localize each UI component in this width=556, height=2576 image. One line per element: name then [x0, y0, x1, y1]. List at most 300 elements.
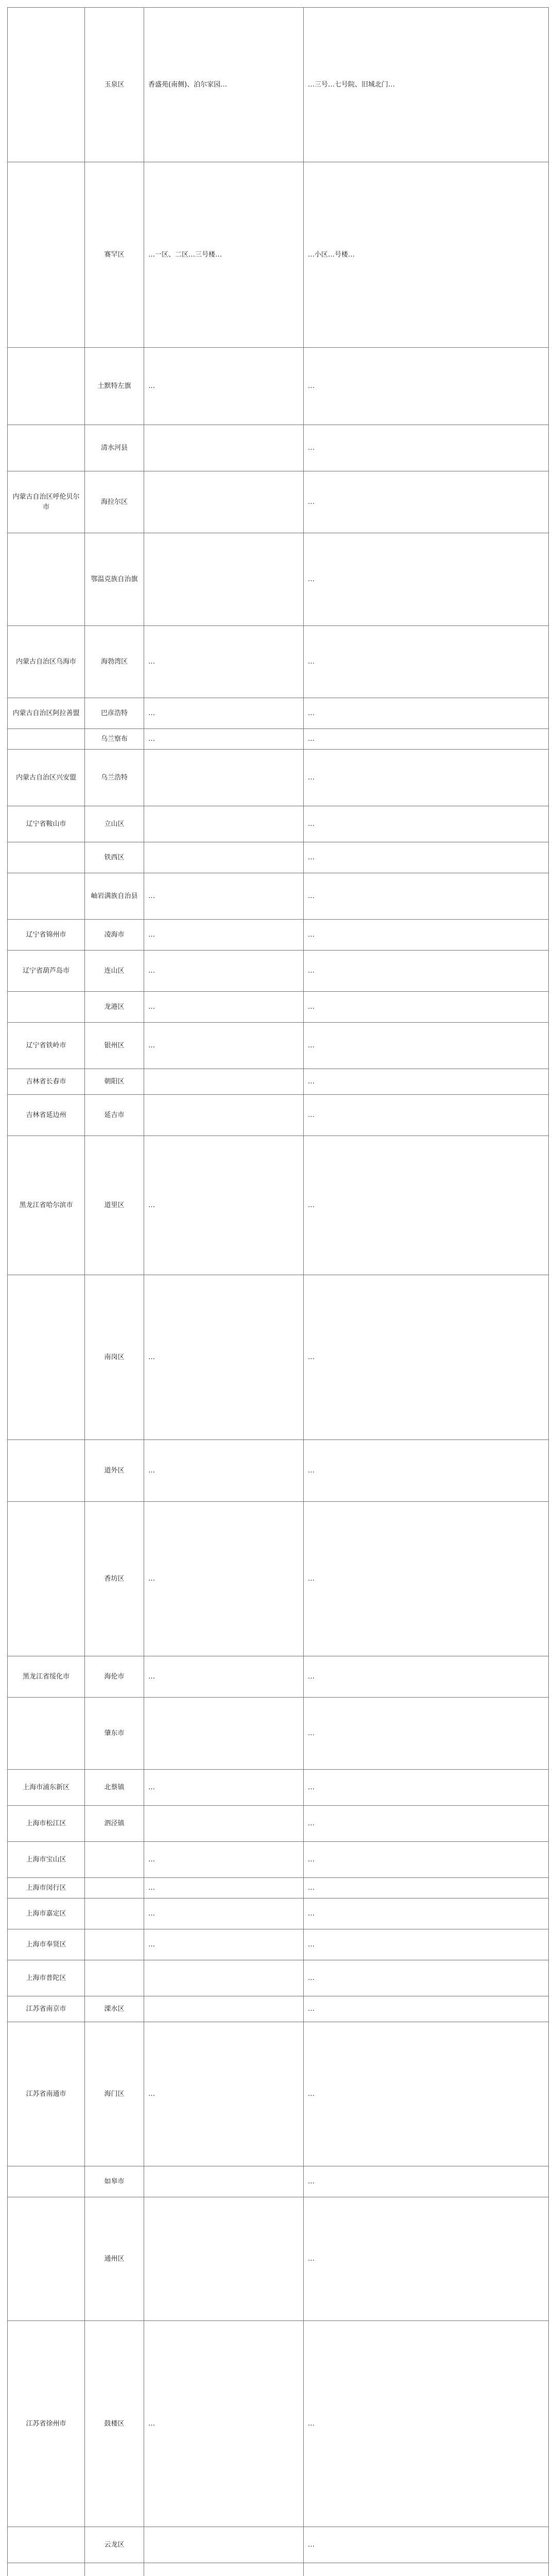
province-cell	[8, 1136, 85, 1275]
province-cell	[8, 729, 85, 750]
area-list-b-cell	[304, 162, 549, 348]
area-list-b-cell	[304, 471, 549, 533]
area-list-a-cell	[144, 1770, 304, 1806]
district-cell	[85, 1095, 144, 1136]
area-list-b-cell	[304, 1806, 549, 1842]
area-list-b-cell-text: …	[308, 575, 315, 583]
area-list-b-cell	[304, 626, 549, 698]
table-row	[8, 1023, 549, 1069]
province-cell	[8, 1878, 85, 1899]
area-list-b-cell	[304, 2563, 549, 2576]
district-cell-text: 鼓楼区	[104, 2419, 125, 2428]
area-list-b-cell-text: …	[308, 2540, 315, 2549]
table-row	[8, 1842, 549, 1878]
area-list-a-cell	[144, 425, 304, 471]
area-list-b-cell	[304, 425, 549, 471]
district-cell-text: 清水河县	[100, 444, 128, 452]
province-cell	[8, 806, 85, 842]
area-list-a-cell-text: …	[148, 1574, 155, 1583]
table-row	[8, 471, 549, 533]
area-list-b-cell-text: …	[308, 1672, 315, 1681]
table-row	[8, 698, 549, 729]
province-cell-text: 辽宁省葫芦岛市	[22, 967, 70, 975]
district-cell	[85, 2166, 144, 2197]
area-list-b-cell	[304, 1929, 549, 1960]
area-list-a-cell-text: …	[148, 657, 155, 666]
province-cell-text: 内蒙古自治区呼伦贝尔市	[12, 493, 80, 511]
district-cell	[85, 1656, 144, 1698]
area-list-a-cell-text: …	[148, 1353, 155, 1361]
area-list-a-cell	[144, 1502, 304, 1656]
district-cell-text: 通州区	[104, 2255, 125, 2263]
area-list-b-cell	[304, 1502, 549, 1656]
table-row	[8, 1878, 549, 1899]
table-row	[8, 1960, 549, 1996]
district-cell	[85, 750, 144, 806]
area-list-a-cell-text: …	[148, 1466, 155, 1475]
area-list-b-cell-text: …	[308, 2419, 315, 2428]
province-cell	[8, 992, 85, 1023]
area-list-a-cell	[144, 1095, 304, 1136]
province-cell	[8, 8, 85, 162]
area-list-a-cell	[144, 348, 304, 425]
province-cell	[8, 1440, 85, 1502]
district-cell-text: 海勃湾区	[100, 657, 128, 666]
district-cell-text: 海拉尔区	[100, 498, 128, 506]
area-list-a-cell-text: …	[148, 382, 155, 390]
area-list-b-cell	[304, 1878, 549, 1899]
area-list-b-cell	[304, 1842, 549, 1878]
district-cell	[85, 425, 144, 471]
area-list-b-cell-text: …	[308, 1909, 315, 1918]
district-cell-text: 如皋市	[104, 2177, 125, 2185]
province-cell-text: 辽宁省鞍山市	[26, 820, 66, 828]
area-list-b-cell-text: …	[308, 382, 315, 390]
area-list-a-cell	[144, 2166, 304, 2197]
province-cell	[8, 1698, 85, 1770]
area-list-b-cell-text: …	[308, 657, 315, 666]
district-cell-text: 海门区	[104, 2090, 125, 2098]
district-cell-text: 赛罕区	[104, 250, 125, 259]
area-list-b-cell-text: …	[308, 1974, 315, 1982]
area-list-a-cell	[144, 1136, 304, 1275]
district-cell	[85, 2197, 144, 2321]
district-cell-text: 乌兰浩特	[100, 773, 128, 782]
district-cell	[85, 1023, 144, 1069]
table-row	[8, 1136, 549, 1275]
area-list-b-cell	[304, 1899, 549, 1929]
district-cell	[85, 1842, 144, 1878]
district-cell-text: 土默特左旗	[97, 382, 131, 390]
district-cell	[85, 806, 144, 842]
table-row	[8, 8, 549, 162]
district-cell-text: 延吉市	[104, 1111, 125, 1119]
area-list-b-cell	[304, 806, 549, 842]
province-cell-text: 内蒙古自治区乌海市	[15, 657, 76, 666]
district-cell-text: 道里区	[104, 1201, 125, 1209]
area-list-b-cell	[304, 1440, 549, 1502]
table-row	[8, 1069, 549, 1095]
table-row	[8, 2022, 549, 2166]
area-list-b-cell-text: …	[308, 709, 315, 717]
province-cell-text: 辽宁省锦州市	[26, 930, 66, 939]
province-cell	[8, 2166, 85, 2197]
province-cell-text: 上海市奉贤区	[26, 1940, 66, 1948]
area-list-b-cell-text: …	[308, 1783, 315, 1791]
area-list-a-cell-text: …	[148, 1672, 155, 1681]
province-cell-text: 江苏省南京市	[26, 2005, 66, 2013]
province-cell-text: 上海市浦东新区	[22, 1783, 70, 1791]
table-row	[8, 1502, 549, 1656]
province-cell	[8, 873, 85, 920]
area-list-a-cell	[144, 471, 304, 533]
district-cell	[85, 1996, 144, 2022]
area-list-a-cell	[144, 1960, 304, 1996]
area-list-a-cell	[144, 1698, 304, 1770]
area-list-a-cell-text: …	[148, 735, 155, 743]
table-row	[8, 806, 549, 842]
table-row	[8, 2166, 549, 2197]
province-cell	[8, 1770, 85, 1806]
table-row	[8, 1656, 549, 1698]
province-cell	[8, 2022, 85, 2166]
area-list-a-cell	[144, 2022, 304, 2166]
area-list-a-cell	[144, 2563, 304, 2576]
table-row	[8, 992, 549, 1023]
area-list-a-cell	[144, 533, 304, 626]
province-cell	[8, 2197, 85, 2321]
province-cell	[8, 1929, 85, 1960]
district-cell	[85, 951, 144, 992]
table-row	[8, 1275, 549, 1440]
area-list-a-cell-text: …	[148, 1940, 155, 1948]
area-list-a-cell	[144, 626, 304, 698]
area-list-b-cell-text: …	[308, 930, 315, 939]
district-cell	[85, 1698, 144, 1770]
area-list-b-cell-text: …	[308, 1819, 315, 1827]
table-row	[8, 842, 549, 873]
table-row	[8, 626, 549, 698]
area-list-a-cell-text: …	[148, 1003, 155, 1011]
province-cell	[8, 533, 85, 626]
district-cell	[85, 992, 144, 1023]
province-cell	[8, 1275, 85, 1440]
province-cell-text: 辽宁省铁岭市	[26, 1041, 66, 1049]
area-list-a-cell-text: …	[148, 1909, 155, 1918]
district-cell-text: 云龙区	[104, 2540, 125, 2549]
area-table	[7, 7, 549, 2576]
table-row	[8, 2321, 549, 2527]
area-list-b-cell	[304, 533, 549, 626]
table-row	[8, 1996, 549, 2022]
area-list-a-cell	[144, 1878, 304, 1899]
area-list-b-cell-text: …	[308, 1077, 315, 1086]
area-list-b-cell	[304, 1069, 549, 1095]
district-cell	[85, 1899, 144, 1929]
district-cell	[85, 2563, 144, 2576]
district-cell	[85, 2022, 144, 2166]
table-row	[8, 162, 549, 348]
district-cell-text: 鄂温克族自治旗	[91, 575, 138, 583]
district-cell-text: 乌兰察布	[100, 735, 128, 743]
district-cell-text: 玉泉区	[104, 80, 125, 89]
area-list-a-cell	[144, 1806, 304, 1842]
district-cell-text: 肇东市	[104, 1729, 125, 1737]
area-list-b-cell	[304, 698, 549, 729]
area-list-b-cell-text: …	[308, 2255, 315, 2263]
province-cell-text: 江苏省南通市	[26, 2090, 66, 2098]
area-list-b-cell	[304, 1136, 549, 1275]
district-cell	[85, 1878, 144, 1899]
area-list-a-cell	[144, 1440, 304, 1502]
area-list-b-cell-text: …	[308, 820, 315, 828]
province-cell	[8, 698, 85, 729]
district-cell-text: 岫岩满族自治县	[91, 892, 138, 900]
district-cell	[85, 1502, 144, 1656]
area-list-a-cell-text: …	[148, 1041, 155, 1049]
area-list-b-cell-text: …	[308, 853, 315, 861]
province-cell	[8, 750, 85, 806]
district-cell-text: 铁西区	[104, 853, 125, 861]
area-list-a-cell	[144, 1842, 304, 1878]
area-list-b-cell	[304, 1770, 549, 1806]
province-cell-text: 上海市闵行区	[26, 1884, 66, 1892]
province-cell	[8, 1806, 85, 1842]
province-cell-text: 吉林省延边州	[26, 1111, 66, 1119]
province-cell	[8, 1899, 85, 1929]
area-list-a-cell-text: …	[148, 1783, 155, 1791]
area-list-b-cell-text: …	[308, 1003, 315, 1011]
area-list-b-cell	[304, 920, 549, 951]
area-list-b-cell-text: …	[308, 2090, 315, 2098]
area-list-a-cell	[144, 2527, 304, 2563]
area-list-b-cell-text: …	[308, 1855, 315, 1863]
area-list-a-cell-text: …	[148, 709, 155, 717]
table-row	[8, 1440, 549, 1502]
district-cell-text: 龙港区	[104, 1003, 125, 1011]
district-cell	[85, 1806, 144, 1842]
province-cell-text: 黑龙江省绥化市	[22, 1672, 70, 1681]
area-list-a-cell-text: …	[148, 1884, 155, 1892]
area-list-a-cell-text: …	[148, 1201, 155, 1209]
district-cell-text: 北蔡镇	[104, 1783, 125, 1791]
area-list-a-cell	[144, 698, 304, 729]
table-row	[8, 1095, 549, 1136]
area-list-a-cell	[144, 1275, 304, 1440]
area-list-a-cell	[144, 750, 304, 806]
area-list-a-cell	[144, 1023, 304, 1069]
province-cell	[8, 920, 85, 951]
district-cell	[85, 729, 144, 750]
area-list-a-cell	[144, 1929, 304, 1960]
area-list-a-cell	[144, 2197, 304, 2321]
district-cell-text: 立山区	[104, 820, 125, 828]
area-list-a-cell-text: …	[148, 1855, 155, 1863]
district-cell	[85, 1929, 144, 1960]
area-list-b-cell	[304, 992, 549, 1023]
area-list-a-cell	[144, 1069, 304, 1095]
area-list-b-cell	[304, 729, 549, 750]
district-cell	[85, 471, 144, 533]
area-list-b-cell-text: …	[308, 735, 315, 743]
district-cell	[85, 1440, 144, 1502]
table-row	[8, 425, 549, 471]
area-list-b-cell	[304, 2321, 549, 2527]
province-cell	[8, 348, 85, 425]
table-row	[8, 873, 549, 920]
table-row	[8, 1929, 549, 1960]
area-list-b-cell	[304, 750, 549, 806]
area-list-b-cell-text: …	[308, 444, 315, 452]
province-cell	[8, 2563, 85, 2576]
area-list-b-cell-text: …小区…号楼…	[308, 250, 355, 259]
area-list-a-cell	[144, 992, 304, 1023]
table-row	[8, 2563, 549, 2576]
province-cell-text: 内蒙古自治区兴安盟	[15, 773, 76, 782]
table-row	[8, 2197, 549, 2321]
area-list-b-cell	[304, 1698, 549, 1770]
area-list-b-cell-text: …	[308, 498, 315, 506]
province-cell-text: 黑龙江省哈尔滨市	[19, 1201, 73, 1209]
province-cell-text: 江苏省徐州市	[26, 2419, 66, 2428]
district-cell-text: 南岗区	[104, 1353, 125, 1361]
area-list-b-cell-text: …	[308, 967, 315, 975]
table-row	[8, 1698, 549, 1770]
province-cell-text: 上海市松江区	[26, 1819, 66, 1827]
table-row	[8, 348, 549, 425]
area-list-b-cell-text: …	[308, 1574, 315, 1583]
area-list-a-cell	[144, 1656, 304, 1698]
table-row	[8, 729, 549, 750]
area-list-b-cell	[304, 1023, 549, 1069]
province-cell	[8, 471, 85, 533]
area-list-b-cell-text: …	[308, 1940, 315, 1948]
province-cell	[8, 1842, 85, 1878]
area-list-a-cell-text: …	[148, 930, 155, 939]
district-cell	[85, 626, 144, 698]
province-cell	[8, 1502, 85, 1656]
table-row	[8, 750, 549, 806]
area-list-a-cell-text: …	[148, 967, 155, 975]
area-list-b-cell-text: …	[308, 773, 315, 782]
table-row	[8, 533, 549, 626]
area-list-b-cell	[304, 2166, 549, 2197]
area-list-a-cell	[144, 951, 304, 992]
district-cell-text: 连山区	[104, 967, 125, 975]
area-list-a-cell	[144, 8, 304, 162]
area-list-a-cell-text: …一区、二区…三号楼…	[148, 250, 222, 259]
area-list-b-cell-text: …	[308, 1353, 315, 1361]
area-list-a-cell	[144, 1899, 304, 1929]
table-row	[8, 1770, 549, 1806]
province-cell	[8, 842, 85, 873]
area-list-b-cell-text: …	[308, 1729, 315, 1737]
area-list-a-cell	[144, 2321, 304, 2527]
area-list-a-cell-text: …	[148, 2419, 155, 2428]
area-list-b-cell-text: …三号…七号院、旧城北门…	[308, 80, 395, 89]
district-cell	[85, 920, 144, 951]
province-cell-text: 吉林省长春市	[26, 1077, 66, 1086]
district-cell	[85, 1136, 144, 1275]
district-cell-text: 香坊区	[104, 1574, 125, 1583]
province-cell	[8, 1095, 85, 1136]
area-list-b-cell	[304, 873, 549, 920]
area-list-a-cell	[144, 873, 304, 920]
area-list-b-cell	[304, 1275, 549, 1440]
district-cell-text: 巴彦浩特	[100, 709, 128, 717]
area-list-b-cell	[304, 2022, 549, 2166]
area-list-b-cell-text: …	[308, 1884, 315, 1892]
province-cell	[8, 1996, 85, 2022]
district-cell-text: 溧水区	[104, 2005, 125, 2013]
province-cell	[8, 1960, 85, 1996]
area-list-b-cell	[304, 1996, 549, 2022]
area-list-a-cell-text: …	[148, 2090, 155, 2098]
district-cell	[85, 2321, 144, 2527]
table-row	[8, 1806, 549, 1842]
area-list-a-cell	[144, 162, 304, 348]
area-list-b-cell	[304, 348, 549, 425]
table-row	[8, 951, 549, 992]
area-list-b-cell-text: …	[308, 1041, 315, 1049]
district-cell	[85, 162, 144, 348]
district-cell	[85, 8, 144, 162]
table-row	[8, 1899, 549, 1929]
area-list-b-cell	[304, 8, 549, 162]
province-cell-text: 内蒙古自治区阿拉善盟	[12, 709, 80, 717]
area-list-a-cell	[144, 920, 304, 951]
area-list-b-cell	[304, 1656, 549, 1698]
province-cell	[8, 951, 85, 992]
area-list-b-cell	[304, 1960, 549, 1996]
area-list-b-cell	[304, 2197, 549, 2321]
province-cell	[8, 425, 85, 471]
district-cell-text: 朝阳区	[104, 1077, 125, 1086]
area-list-b-cell	[304, 951, 549, 992]
district-cell	[85, 1275, 144, 1440]
district-cell	[85, 1770, 144, 1806]
area-list-b-cell	[304, 842, 549, 873]
area-list-b-cell-text: …	[308, 1466, 315, 1475]
district-cell-text: 凌海市	[104, 930, 125, 939]
district-cell	[85, 842, 144, 873]
table-row	[8, 2527, 549, 2563]
area-list-a-cell	[144, 1996, 304, 2022]
area-list-b-cell	[304, 1095, 549, 1136]
province-cell	[8, 2321, 85, 2527]
area-list-a-cell-text: 香盛苑(南侧)、泊尔家园…	[148, 80, 228, 89]
province-cell	[8, 626, 85, 698]
district-cell-text: 泗泾镇	[104, 1819, 125, 1827]
area-list-b-cell-text: …	[308, 1201, 315, 1209]
area-list-a-cell	[144, 806, 304, 842]
area-list-b-cell-text: …	[308, 1111, 315, 1119]
area-list-a-cell-text: …	[148, 892, 155, 900]
area-list-b-cell-text: …	[308, 892, 315, 900]
province-cell	[8, 1656, 85, 1698]
province-cell	[8, 162, 85, 348]
district-cell-text: 道外区	[104, 1466, 125, 1475]
area-list-a-cell	[144, 842, 304, 873]
district-cell	[85, 698, 144, 729]
province-cell-text: 上海市普陀区	[26, 1974, 66, 1982]
province-cell	[8, 2527, 85, 2563]
district-cell	[85, 1069, 144, 1095]
province-cell-text: 上海市宝山区	[26, 1855, 66, 1863]
district-cell	[85, 2527, 144, 2563]
district-cell-text: 海伦市	[104, 1672, 125, 1681]
province-cell	[8, 1069, 85, 1095]
